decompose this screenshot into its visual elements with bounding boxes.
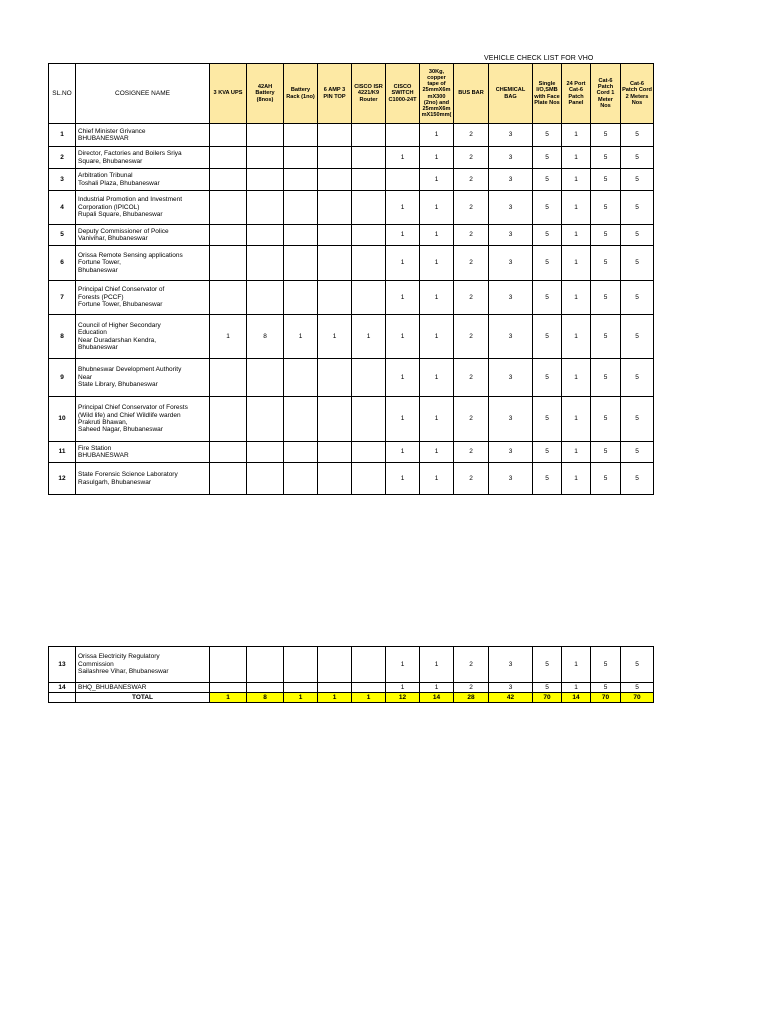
sl-no-cell: 5 xyxy=(49,225,76,246)
quantity-cell: 5 xyxy=(533,442,562,463)
quantity-cell xyxy=(210,124,247,147)
quantity-cell: 1 xyxy=(562,281,591,315)
quantity-cell: 3 xyxy=(489,281,533,315)
quantity-cell xyxy=(210,225,247,246)
sl-no-cell: 8 xyxy=(49,315,76,359)
consignee-name-cell xyxy=(76,191,210,225)
quantity-cell xyxy=(352,191,386,225)
quantity-cell xyxy=(210,463,247,495)
quantity-cell: 5 xyxy=(621,246,654,281)
consignee-name-cell xyxy=(76,683,210,693)
table-row xyxy=(49,191,654,225)
header-item-4: 6 AMP 3 PIN TOP xyxy=(318,64,352,124)
quantity-cell: 5 xyxy=(533,246,562,281)
quantity-cell: 5 xyxy=(621,647,654,683)
quantity-cell xyxy=(352,147,386,169)
quantity-cell: 1 xyxy=(562,683,591,693)
total-cell: 28 xyxy=(454,693,489,703)
consignee-name-line: State Library, Bhubaneswar xyxy=(78,381,158,389)
quantity-cell xyxy=(247,647,284,683)
consignee-name-cell xyxy=(76,463,210,495)
sl-no-cell: 11 xyxy=(49,442,76,463)
sl-no-cell: 7 xyxy=(49,281,76,315)
consignee-name-line: Corporation (IPICOL) xyxy=(78,203,140,211)
header-item-11: 24 Port Cat-6 Patch Panel xyxy=(562,64,591,124)
quantity-cell: 1 xyxy=(562,246,591,281)
quantity-cell xyxy=(318,442,352,463)
quantity-cell xyxy=(210,169,247,191)
quantity-cell: 2 xyxy=(454,124,489,147)
consignee-name-line: Bhubneswar Development Authority xyxy=(78,366,182,374)
table-row xyxy=(49,442,654,463)
total-cell: 70 xyxy=(591,693,621,703)
quantity-cell xyxy=(247,169,284,191)
consignee-name-line: Fortune Tower, xyxy=(78,259,121,267)
quantity-cell: 1 xyxy=(420,246,454,281)
quantity-cell: 3 xyxy=(489,647,533,683)
quantity-cell xyxy=(284,147,318,169)
consignee-name-line: Toshali Plaza, Bhubaneswar xyxy=(78,179,160,187)
quantity-cell: 1 xyxy=(420,463,454,495)
quantity-cell xyxy=(284,359,318,397)
quantity-cell: 1 xyxy=(386,397,420,442)
quantity-cell: 5 xyxy=(533,169,562,191)
quantity-cell xyxy=(318,225,352,246)
consignee-name-line: State Forensic Science Laboratory xyxy=(78,471,178,479)
quantity-cell: 5 xyxy=(591,124,621,147)
sl-no-cell: 2 xyxy=(49,147,76,169)
header-item-13: Cat-6 Patch Cord 2 Meters Nos xyxy=(621,64,654,124)
quantity-cell xyxy=(247,191,284,225)
quantity-cell: 1 xyxy=(386,315,420,359)
consignee-name-line: Fortune Tower, Bhubaneswar xyxy=(78,301,163,309)
consignee-name-line: Bhubaneswar xyxy=(78,266,118,274)
table-row xyxy=(49,246,654,281)
quantity-cell xyxy=(284,191,318,225)
quantity-cell: 1 xyxy=(386,191,420,225)
consignee-name-line: Principal Chief Conservator of Forests xyxy=(78,404,188,412)
consignee-name-line: Rasulgarh, Bhubaneswar xyxy=(78,478,151,486)
consignee-name-line: Education xyxy=(78,329,107,337)
quantity-cell xyxy=(284,647,318,683)
quantity-cell: 3 xyxy=(489,397,533,442)
quantity-cell: 3 xyxy=(489,246,533,281)
header-item-9: CHEMICAL BAG xyxy=(489,64,533,124)
quantity-cell xyxy=(210,147,247,169)
quantity-cell xyxy=(318,463,352,495)
consignee-name-line: Fire Station xyxy=(78,444,112,452)
quantity-cell: 2 xyxy=(454,397,489,442)
header-item-8: BUS BAR xyxy=(454,64,489,124)
checklist-table-continued xyxy=(48,646,654,703)
quantity-cell: 2 xyxy=(454,463,489,495)
quantity-cell: 1 xyxy=(420,191,454,225)
header-item-2: 42AH Battery (8nos) xyxy=(247,64,284,124)
consignee-name-line: Orissa Remote Sensing applications xyxy=(78,251,183,259)
quantity-cell: 5 xyxy=(621,359,654,397)
table-row xyxy=(49,397,654,442)
consignee-name-line: Principal Chief Conservator of xyxy=(78,286,165,294)
sl-no-cell: 10 xyxy=(49,397,76,442)
total-cell: 1 xyxy=(318,693,352,703)
consignee-name-line: Industrial Promotion and Investment xyxy=(78,196,183,204)
quantity-cell: 1 xyxy=(420,397,454,442)
quantity-cell: 5 xyxy=(621,683,654,693)
quantity-cell xyxy=(352,281,386,315)
consignee-name-line: Near xyxy=(78,373,93,381)
quantity-cell: 1 xyxy=(562,225,591,246)
quantity-cell: 5 xyxy=(533,647,562,683)
quantity-cell xyxy=(247,397,284,442)
quantity-cell: 1 xyxy=(386,147,420,169)
quantity-cell: 1 xyxy=(318,315,352,359)
table-row xyxy=(49,315,654,359)
total-cell: 70 xyxy=(621,693,654,703)
consignee-name-line: Saheed Nagar, Bhubaneswar xyxy=(78,426,163,434)
consignee-name-line: Arbitration Tribunal xyxy=(78,172,133,180)
sl-no-cell: 13 xyxy=(49,647,76,683)
quantity-cell: 1 xyxy=(420,147,454,169)
quantity-cell: 5 xyxy=(533,397,562,442)
quantity-cell: 1 xyxy=(420,281,454,315)
quantity-cell: 1 xyxy=(386,281,420,315)
quantity-cell: 5 xyxy=(591,683,621,693)
quantity-cell xyxy=(284,169,318,191)
consignee-name-line: Forests (PCCF) xyxy=(78,293,124,301)
consignee-name-cell xyxy=(76,647,210,683)
quantity-cell xyxy=(247,246,284,281)
quantity-cell xyxy=(352,359,386,397)
total-label: TOTAL xyxy=(76,693,210,703)
header-row xyxy=(49,64,654,124)
quantity-cell: 1 xyxy=(420,124,454,147)
consignee-name-line: Deputy Commissioner of Police xyxy=(78,227,169,235)
quantity-cell xyxy=(318,359,352,397)
header-item-12: Cat-6 Patch Cord 1 Meter Nos xyxy=(591,64,621,124)
quantity-cell: 1 xyxy=(562,315,591,359)
quantity-cell xyxy=(284,442,318,463)
consignee-name-cell xyxy=(76,225,210,246)
quantity-cell xyxy=(210,442,247,463)
sl-no-cell: 6 xyxy=(49,246,76,281)
quantity-cell: 1 xyxy=(210,315,247,359)
total-cell: 8 xyxy=(247,693,284,703)
quantity-cell: 5 xyxy=(533,225,562,246)
total-cell: 14 xyxy=(420,693,454,703)
quantity-cell: 2 xyxy=(454,281,489,315)
quantity-cell: 5 xyxy=(591,397,621,442)
quantity-cell: 2 xyxy=(454,442,489,463)
quantity-cell: 1 xyxy=(420,442,454,463)
quantity-cell xyxy=(247,147,284,169)
quantity-cell: 5 xyxy=(621,463,654,495)
quantity-cell xyxy=(284,225,318,246)
quantity-cell xyxy=(210,647,247,683)
consignee-name-line: BHUBANESWAR xyxy=(78,135,129,142)
quantity-cell: 5 xyxy=(591,359,621,397)
table-row xyxy=(49,647,654,683)
consignee-name-cell xyxy=(76,124,210,147)
quantity-cell xyxy=(210,397,247,442)
sl-no-cell: 14 xyxy=(49,683,76,693)
quantity-cell xyxy=(318,281,352,315)
header-item-1: 3 KVA UPS xyxy=(210,64,247,124)
sl-no-cell: 1 xyxy=(49,124,76,147)
consignee-name-line: Near Duradarshan Kendra, xyxy=(78,336,157,344)
quantity-cell: 3 xyxy=(489,463,533,495)
quantity-cell xyxy=(284,397,318,442)
total-cell: 1 xyxy=(210,693,247,703)
quantity-cell: 1 xyxy=(420,359,454,397)
quantity-cell: 1 xyxy=(562,191,591,225)
quantity-cell: 1 xyxy=(562,147,591,169)
quantity-cell xyxy=(352,397,386,442)
header-consignee-name: COSIGNEE NAME xyxy=(76,64,210,124)
total-cell: 1 xyxy=(352,693,386,703)
quantity-cell: 1 xyxy=(420,225,454,246)
header-item-7: 30Kg, copper tape of 25mmX6m mX300 (2no) and 25mmX6m mX150mm( xyxy=(420,64,454,124)
sl-no-cell: 3 xyxy=(49,169,76,191)
quantity-cell: 1 xyxy=(420,315,454,359)
quantity-cell xyxy=(210,359,247,397)
quantity-cell: 8 xyxy=(247,315,284,359)
quantity-cell: 5 xyxy=(591,246,621,281)
quantity-cell: 5 xyxy=(533,191,562,225)
consignee-name-line: Chief Minister Grivance xyxy=(78,127,146,135)
quantity-cell xyxy=(247,124,284,147)
quantity-cell: 1 xyxy=(386,683,420,693)
table-row xyxy=(49,359,654,397)
header-item-10: Single I/O,SMB with Face Plate Nos xyxy=(533,64,562,124)
consignee-name-line: BHQ_BHUBANESWAR xyxy=(78,683,147,691)
quantity-cell: 2 xyxy=(454,246,489,281)
quantity-cell: 3 xyxy=(489,124,533,147)
consignee-name-line: Sailashree Vihar, Bhubaneswar xyxy=(78,668,169,676)
quantity-cell: 5 xyxy=(533,281,562,315)
quantity-cell: 5 xyxy=(591,225,621,246)
quantity-cell: 1 xyxy=(562,124,591,147)
consignee-name-line: (Wild life) and Chief Wildlife warden xyxy=(78,411,181,419)
quantity-cell: 1 xyxy=(386,359,420,397)
quantity-cell: 5 xyxy=(591,191,621,225)
consignee-name-line: Vanivihar, Bhubaneswar xyxy=(78,235,148,242)
quantity-cell xyxy=(352,246,386,281)
quantity-cell: 5 xyxy=(533,147,562,169)
header-item-6: CISCO SWITCH C1000-24T xyxy=(386,64,420,124)
checklist-table xyxy=(48,63,654,495)
quantity-cell: 1 xyxy=(562,442,591,463)
total-cell: 14 xyxy=(562,693,591,703)
quantity-cell: 1 xyxy=(562,397,591,442)
quantity-cell: 5 xyxy=(591,647,621,683)
quantity-cell: 5 xyxy=(621,442,654,463)
quantity-cell xyxy=(210,191,247,225)
consignee-name-cell xyxy=(76,397,210,442)
quantity-cell xyxy=(210,683,247,693)
quantity-cell xyxy=(247,442,284,463)
quantity-cell: 1 xyxy=(352,315,386,359)
quantity-cell: 1 xyxy=(562,169,591,191)
quantity-cell: 3 xyxy=(489,169,533,191)
quantity-cell xyxy=(352,463,386,495)
quantity-cell: 5 xyxy=(591,315,621,359)
consignee-name-line: Bhubaneswar xyxy=(78,343,118,351)
quantity-cell: 2 xyxy=(454,683,489,693)
quantity-cell: 5 xyxy=(621,225,654,246)
quantity-cell xyxy=(352,683,386,693)
quantity-cell xyxy=(352,169,386,191)
quantity-cell: 2 xyxy=(454,359,489,397)
quantity-cell: 2 xyxy=(454,225,489,246)
quantity-cell xyxy=(352,442,386,463)
consignee-name-cell xyxy=(76,281,210,315)
quantity-cell: 3 xyxy=(489,315,533,359)
quantity-cell: 5 xyxy=(621,315,654,359)
quantity-cell: 2 xyxy=(454,169,489,191)
consignee-name-line: Rupali Square, Bhubaneswar xyxy=(78,211,163,219)
quantity-cell xyxy=(284,281,318,315)
quantity-cell: 1 xyxy=(562,463,591,495)
quantity-cell: 5 xyxy=(533,359,562,397)
quantity-cell: 5 xyxy=(533,315,562,359)
sl-no-cell: 12 xyxy=(49,463,76,495)
total-blank-cell xyxy=(49,693,76,703)
quantity-cell xyxy=(210,281,247,315)
quantity-cell: 5 xyxy=(621,147,654,169)
quantity-cell xyxy=(352,225,386,246)
consignee-name-cell xyxy=(76,359,210,397)
sl-no-cell: 9 xyxy=(49,359,76,397)
quantity-cell xyxy=(318,191,352,225)
quantity-cell xyxy=(284,463,318,495)
consignee-name-cell xyxy=(76,315,210,359)
quantity-cell xyxy=(318,246,352,281)
quantity-cell: 2 xyxy=(454,191,489,225)
quantity-cell: 1 xyxy=(386,647,420,683)
quantity-cell xyxy=(318,147,352,169)
quantity-cell: 3 xyxy=(489,147,533,169)
table-row xyxy=(49,124,654,147)
quantity-cell: 3 xyxy=(489,442,533,463)
table-row xyxy=(49,147,654,169)
quantity-cell xyxy=(318,647,352,683)
quantity-cell xyxy=(318,169,352,191)
quantity-cell: 1 xyxy=(386,463,420,495)
quantity-cell xyxy=(386,169,420,191)
consignee-name-cell xyxy=(76,169,210,191)
quantity-cell: 5 xyxy=(621,397,654,442)
quantity-cell: 3 xyxy=(489,683,533,693)
consignee-name-line: Director, Factories and Boilers Sriya xyxy=(78,150,182,158)
consignee-name-cell xyxy=(76,147,210,169)
consignee-name-line: Orissa Electricity Regulatory xyxy=(78,653,160,661)
table-row xyxy=(49,169,654,191)
quantity-cell: 5 xyxy=(621,281,654,315)
quantity-cell xyxy=(284,683,318,693)
quantity-cell: 1 xyxy=(386,246,420,281)
quantity-cell: 5 xyxy=(591,147,621,169)
quantity-cell: 1 xyxy=(562,647,591,683)
quantity-cell: 5 xyxy=(591,281,621,315)
consignee-name-cell xyxy=(76,246,210,281)
total-cell: 70 xyxy=(533,693,562,703)
quantity-cell xyxy=(318,683,352,693)
quantity-cell xyxy=(284,124,318,147)
quantity-cell: 2 xyxy=(454,147,489,169)
quantity-cell: 2 xyxy=(454,315,489,359)
quantity-cell: 5 xyxy=(621,191,654,225)
quantity-cell: 1 xyxy=(420,683,454,693)
quantity-cell: 2 xyxy=(454,647,489,683)
consignee-name-line: Prakruti Bhawan, xyxy=(78,419,128,426)
sheet-title: VEHICLE CHECK LIST FOR VHO xyxy=(484,55,594,62)
quantity-cell xyxy=(247,281,284,315)
consignee-name-line: Square, Bhubaneswar xyxy=(78,157,143,165)
quantity-cell xyxy=(210,246,247,281)
quantity-cell: 1 xyxy=(420,647,454,683)
quantity-cell: 5 xyxy=(621,169,654,191)
quantity-cell xyxy=(352,647,386,683)
quantity-cell xyxy=(318,397,352,442)
total-cell: 42 xyxy=(489,693,533,703)
quantity-cell xyxy=(247,683,284,693)
total-row xyxy=(49,693,654,703)
header-item-5: CISCO ISR 4221/K9 Router xyxy=(352,64,386,124)
quantity-cell xyxy=(247,359,284,397)
quantity-cell: 1 xyxy=(420,169,454,191)
header-item-3: Battery Rack (1no) xyxy=(284,64,318,124)
table-row xyxy=(49,225,654,246)
quantity-cell: 1 xyxy=(386,225,420,246)
consignee-name-line: BHUBANESWAR xyxy=(78,452,129,459)
table-row xyxy=(49,281,654,315)
sl-no-cell: 4 xyxy=(49,191,76,225)
consignee-name-line: Commission xyxy=(78,660,114,668)
quantity-cell xyxy=(247,225,284,246)
quantity-cell: 5 xyxy=(533,124,562,147)
consignee-name-line: Council of Higher Secondary xyxy=(78,321,161,329)
consignee-name-cell xyxy=(76,442,210,463)
quantity-cell: 3 xyxy=(489,359,533,397)
quantity-cell xyxy=(318,124,352,147)
header-sl-no: SL.NO xyxy=(49,64,76,124)
quantity-cell: 3 xyxy=(489,225,533,246)
total-cell: 12 xyxy=(386,693,420,703)
table-row xyxy=(49,683,654,693)
quantity-cell: 5 xyxy=(591,463,621,495)
quantity-cell xyxy=(247,463,284,495)
quantity-cell: 5 xyxy=(533,683,562,693)
quantity-cell: 5 xyxy=(533,463,562,495)
quantity-cell: 3 xyxy=(489,191,533,225)
quantity-cell xyxy=(284,246,318,281)
table-row xyxy=(49,463,654,495)
quantity-cell: 1 xyxy=(284,315,318,359)
total-cell: 1 xyxy=(284,693,318,703)
quantity-cell xyxy=(386,124,420,147)
quantity-cell: 1 xyxy=(386,442,420,463)
quantity-cell: 5 xyxy=(591,442,621,463)
quantity-cell: 5 xyxy=(621,124,654,147)
quantity-cell xyxy=(352,124,386,147)
quantity-cell: 1 xyxy=(562,359,591,397)
quantity-cell: 5 xyxy=(591,169,621,191)
